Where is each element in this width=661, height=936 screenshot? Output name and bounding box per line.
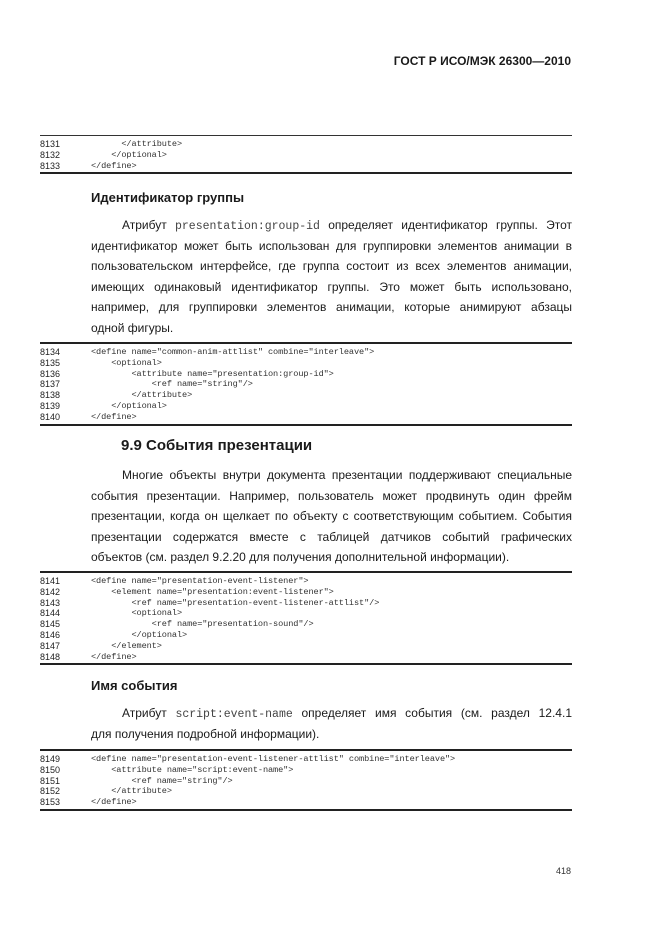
section-heading-event-name: Имя события	[91, 678, 178, 693]
code-listing-4	[40, 749, 572, 811]
paragraph-line	[91, 215, 572, 236]
code-line	[40, 139, 572, 150]
code-text: <ref name="string"/>	[91, 379, 253, 390]
paragraph-line: пользовательском интерфейсе, где группа состоит из всех элементов анимации,	[91, 259, 572, 273]
code-line	[40, 150, 572, 161]
paragraph-line: объектов (см. раздел 9.2.20 для получения дополнительной информации).	[91, 550, 510, 564]
paragraph-line: Многие объекты внутри документа презентации поддерживают специальные	[122, 468, 572, 482]
line-number: 8136	[40, 368, 61, 379]
code-text: <attribute name="script:event-name">	[91, 764, 294, 775]
code-text: </attribute>	[91, 139, 183, 149]
code-text: </optional>	[91, 629, 188, 640]
code-line	[40, 754, 572, 765]
code-line	[40, 390, 572, 401]
paragraph-line: презентации содержатся вместе с таблицей датчиков событий графических	[91, 529, 572, 544]
line-number: 8148	[40, 651, 61, 662]
line-number: 8144	[40, 608, 61, 619]
code-line	[40, 765, 572, 776]
inline-code: presentation:group-id	[175, 220, 320, 233]
paragraph-presentation-events	[91, 465, 572, 568]
code-line	[40, 412, 572, 423]
code-text: </define>	[91, 160, 137, 171]
code-text: <optional>	[91, 357, 162, 368]
code-line	[40, 379, 572, 390]
inline-code: script:event-name	[175, 708, 293, 721]
code-text: <define name="presentation-event-listener-attlist" combine="interleave">	[91, 754, 456, 764]
line-number: 8150	[40, 764, 61, 775]
paragraph-line: одной фигуры.	[91, 320, 174, 335]
code-line	[40, 369, 572, 380]
text-run: определяет имя события (см. раздел 12.4.1	[292, 706, 572, 720]
paragraph-line	[91, 703, 572, 724]
paragraph-line: имеющих одинаковый идентификатор группы. Это может быть использовано,	[91, 279, 572, 294]
paragraph-group-id	[91, 215, 572, 338]
code-line	[40, 576, 572, 587]
code-text: </define>	[91, 411, 137, 422]
line-number: 8145	[40, 619, 61, 630]
code-rule-bottom	[40, 809, 572, 811]
code-text: <ref name="presentation-sound"/>	[91, 619, 314, 630]
code-line	[40, 358, 572, 369]
line-number: 8151	[40, 775, 61, 786]
line-number: 8140	[40, 411, 61, 422]
code-text: </attribute>	[91, 786, 172, 797]
code-line	[40, 608, 572, 619]
code-text: <ref name="string"/>	[91, 775, 233, 786]
paragraph-line: идентификатор может быть использован для группировки элементов анимации в	[91, 238, 572, 253]
paragraph-event-name	[91, 703, 572, 744]
code-line	[40, 587, 572, 598]
line-number: 8153	[40, 797, 61, 808]
line-number: 8152	[40, 786, 61, 797]
code-line	[40, 630, 572, 641]
text-run: Атрибут	[122, 218, 175, 232]
code-line	[40, 619, 572, 630]
paragraph-line: для получения подробной информации).	[91, 726, 320, 741]
section-heading-presentation-events: 9.9 События презентации	[121, 437, 313, 454]
line-number: 8139	[40, 400, 61, 411]
code-listing-3	[40, 571, 572, 665]
line-number: 8143	[40, 597, 61, 608]
code-text: <element name="presentation:event-listener">	[91, 586, 334, 597]
line-number: 8138	[40, 390, 61, 401]
code-text: </define>	[91, 651, 137, 662]
code-line	[40, 776, 572, 787]
section-heading-group-id: Идентификатор группы	[91, 190, 245, 205]
code-text: </optional>	[91, 149, 167, 160]
code-line	[40, 347, 572, 358]
code-listing-2	[40, 342, 572, 426]
code-rule-bottom	[40, 172, 572, 174]
text-run: определяет идентификатор группы. Этот	[319, 218, 572, 232]
line-number: 8149	[40, 754, 61, 764]
line-number: 8134	[40, 347, 61, 357]
code-text: <optional>	[91, 608, 183, 619]
line-number: 8142	[40, 586, 61, 597]
page-number: 418	[556, 866, 572, 876]
code-rule-bottom	[40, 663, 572, 665]
code-text: <attribute name="presentation:group-id">	[91, 368, 334, 379]
code-text: </attribute>	[91, 390, 193, 401]
code-listing-1	[40, 135, 572, 174]
code-line	[40, 401, 572, 412]
paragraph-line: презентации, когда он щелкает по объекту с соответствующим событием. События	[91, 509, 572, 523]
code-line	[40, 786, 572, 797]
code-text: <define name="common-anim-attlist" combine="interleave">	[91, 347, 375, 357]
line-number: 8131	[40, 139, 61, 149]
document-header: ГОСТ Р ИСО/МЭК 26300—2010	[393, 54, 571, 68]
code-text: <ref name="presentation-event-listener-attlist"/>	[91, 597, 380, 608]
code-rule-bottom	[40, 424, 572, 426]
text-run: Атрибут	[122, 706, 176, 720]
code-line	[40, 598, 572, 609]
code-text: </element>	[91, 640, 162, 651]
code-text: <define name="presentation-event-listener">	[91, 576, 309, 586]
line-number: 8137	[40, 379, 61, 390]
line-number: 8135	[40, 357, 61, 368]
line-number: 8147	[40, 640, 61, 651]
paragraph-line: например, для группировки элементов анимации, которые анимируют абзацы	[91, 300, 572, 314]
line-number: 8146	[40, 629, 61, 640]
code-text: </optional>	[91, 400, 167, 411]
line-number: 8133	[40, 160, 61, 171]
code-line	[40, 161, 572, 172]
line-number: 8132	[40, 149, 61, 160]
code-line	[40, 797, 572, 808]
paragraph-line: события презентации. Например, пользователь может продвинуть один фрейм	[91, 488, 572, 503]
line-number: 8141	[40, 576, 61, 586]
code-line	[40, 641, 572, 652]
code-text: </define>	[91, 797, 137, 808]
code-line	[40, 652, 572, 663]
